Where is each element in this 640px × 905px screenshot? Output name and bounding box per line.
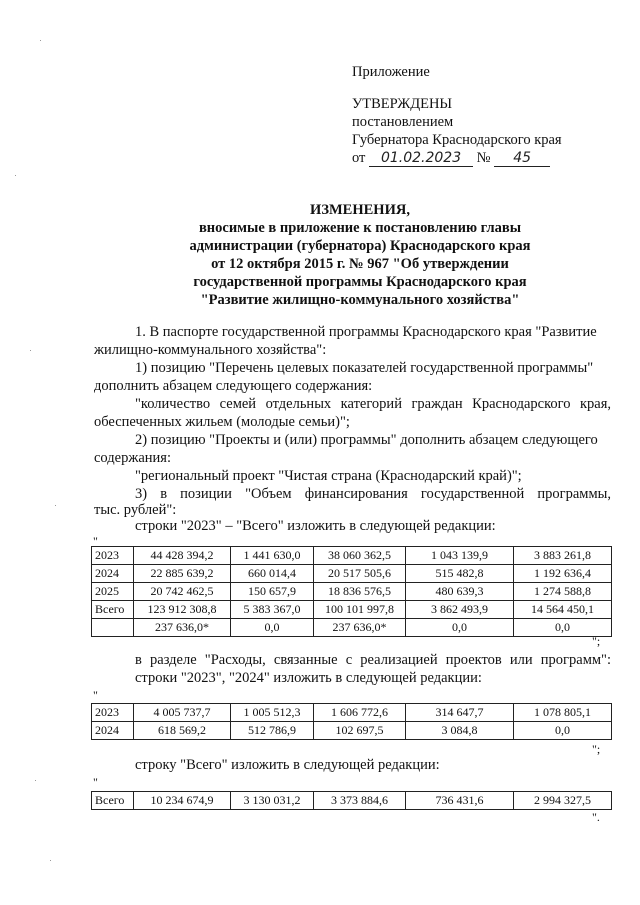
paragraph-9: строки "2023", "2024" изложить в следующей редакции: — [135, 670, 482, 686]
paragraph-6a: 3) в позиции "Объем финансирования государственной программы, — [135, 486, 611, 502]
quote-open-1: " — [93, 534, 98, 548]
amount-cell: 3 883 261,8 — [514, 547, 612, 565]
amount-cell: 20 517 505,6 — [314, 565, 406, 583]
from-label: от — [352, 150, 366, 166]
quote-open-3: " — [93, 775, 98, 789]
amount-cell: 1 441 630,0 — [231, 547, 314, 565]
table-row — [92, 792, 612, 810]
amount-cell: 123 912 308,8 — [134, 601, 231, 619]
governor-label: Губернатора Краснодарского края — [352, 132, 562, 148]
title-line-1: ИЗМЕНЕНИЯ, — [310, 202, 410, 218]
amount-cell: 1 005 512,3 — [231, 704, 314, 722]
date-number-line — [352, 150, 550, 167]
amount-cell: 3 084,8 — [406, 722, 514, 740]
amount-cell: 44 428 394,2 — [134, 547, 231, 565]
paragraph-8: в разделе "Расходы, связанные с реализацией проектов или программ": — [135, 652, 611, 668]
amount-cell: 10 234 674,9 — [134, 792, 231, 810]
amount-cell: 38 060 362,5 — [314, 547, 406, 565]
amount-cell: 1 274 588,8 — [514, 583, 612, 601]
amount-cell: 1 043 139,9 — [406, 547, 514, 565]
table-row — [92, 722, 612, 740]
row-label-cell: Всего — [92, 792, 134, 810]
amount-cell: 660 014,4 — [231, 565, 314, 583]
amount-cell: 1 192 636,4 — [514, 565, 612, 583]
quote-close-1: "; — [592, 634, 601, 648]
amount-cell: 515 482,8 — [406, 565, 514, 583]
row-label-cell — [92, 619, 134, 637]
amount-cell: 3 862 493,9 — [406, 601, 514, 619]
title-line-5: государственной программы Краснодарского края — [193, 274, 527, 290]
decree-label: постановлением — [352, 114, 454, 130]
amount-cell: 2 994 327,5 — [514, 792, 612, 810]
amount-cell: 22 885 639,2 — [134, 565, 231, 583]
title-line-6: "Развитие жилищно-коммунального хозяйства" — [200, 292, 520, 308]
amount-cell: 4 005 737,7 — [134, 704, 231, 722]
amount-cell: 480 639,3 — [406, 583, 514, 601]
amount-cell: 100 101 997,8 — [314, 601, 406, 619]
paragraph-2b: дополнить абзацем следующего содержания: — [94, 378, 373, 394]
amount-cell: 237 636,0* — [134, 619, 231, 637]
amount-cell: 512 786,9 — [231, 722, 314, 740]
paragraph-6b: тыс. рублей": — [94, 502, 177, 518]
amount-cell: 1 078 805,1 — [514, 704, 612, 722]
amount-cell: 736 431,6 — [406, 792, 514, 810]
row-label-cell: 2025 — [92, 583, 134, 601]
table-row — [92, 601, 612, 619]
appendix-label: Приложение — [352, 64, 430, 80]
paragraph-2a: 1) позицию "Перечень целевых показателей государственной программы" — [135, 360, 594, 376]
row-label-cell: 2024 — [92, 722, 134, 740]
approved-label: УТВЕРЖДЕНЫ — [352, 96, 453, 112]
amount-cell: 5 383 367,0 — [231, 601, 314, 619]
paragraph-1a: 1. В паспорте государственной программы Краснодарского края "Развитие — [135, 324, 597, 340]
paragraph-4a: 2) позицию "Проекты и (или) программы" дополнить абзацем следующего — [135, 432, 598, 448]
financing-table-3 — [91, 791, 612, 810]
paragraph-3b: обеспеченных жильем (молодые семьи)"; — [94, 414, 350, 430]
quote-open-2: " — [93, 688, 98, 702]
quote-close-3: ". — [592, 810, 600, 824]
amount-cell: 150 657,9 — [231, 583, 314, 601]
financing-table-2 — [91, 703, 612, 740]
row-label-cell: 2023 — [92, 547, 134, 565]
amount-cell: 3 130 031,2 — [231, 792, 314, 810]
amount-cell: 618 569,2 — [134, 722, 231, 740]
amount-cell: 0,0 — [514, 619, 612, 637]
amount-cell: 0,0 — [231, 619, 314, 637]
amount-cell: 1 606 772,6 — [314, 704, 406, 722]
row-label-cell: 2024 — [92, 565, 134, 583]
paragraph-5: "региональный проект "Чистая страна (Краснодарский край)"; — [135, 468, 522, 484]
amount-cell: 102 697,5 — [314, 722, 406, 740]
row-label-cell: 2023 — [92, 704, 134, 722]
amount-cell: 314 647,7 — [406, 704, 514, 722]
table-row — [92, 704, 612, 722]
handwritten-date: 01.02.2023 — [369, 150, 473, 167]
number-label: № — [476, 150, 491, 166]
paragraph-1b: жилищно-коммунального хозяйства": — [94, 342, 327, 358]
amount-cell: 237 636,0* — [314, 619, 406, 637]
table-row — [92, 565, 612, 583]
paragraph-10: строку "Всего" изложить в следующей редакции: — [135, 757, 440, 773]
amount-cell: 0,0 — [514, 722, 612, 740]
title-line-4: от 12 октября 2015 г. № 967 "Об утверждении — [211, 256, 509, 272]
paragraph-7: строки "2023" – "Всего" изложить в следующей редакции: — [135, 518, 496, 534]
amount-cell: 20 742 462,5 — [134, 583, 231, 601]
amount-cell: 0,0 — [406, 619, 514, 637]
title-line-2: вносимые в приложение к постановлению главы — [198, 220, 522, 236]
table-row — [92, 583, 612, 601]
table-row — [92, 619, 612, 637]
title-line-3: администрации (губернатора) Краснодарского края — [189, 238, 531, 254]
handwritten-number: 45 — [494, 150, 550, 167]
amount-cell: 14 564 450,1 — [514, 601, 612, 619]
amount-cell: 3 373 884,6 — [314, 792, 406, 810]
row-label-cell: Всего — [92, 601, 134, 619]
paragraph-4b: содержания: — [94, 450, 172, 466]
quote-close-2: "; — [592, 742, 601, 756]
paragraph-3a: "количество семей отдельных категорий граждан Краснодарского края, — [135, 396, 611, 412]
financing-table-1 — [91, 546, 612, 637]
amount-cell: 18 836 576,5 — [314, 583, 406, 601]
table-row — [92, 547, 612, 565]
